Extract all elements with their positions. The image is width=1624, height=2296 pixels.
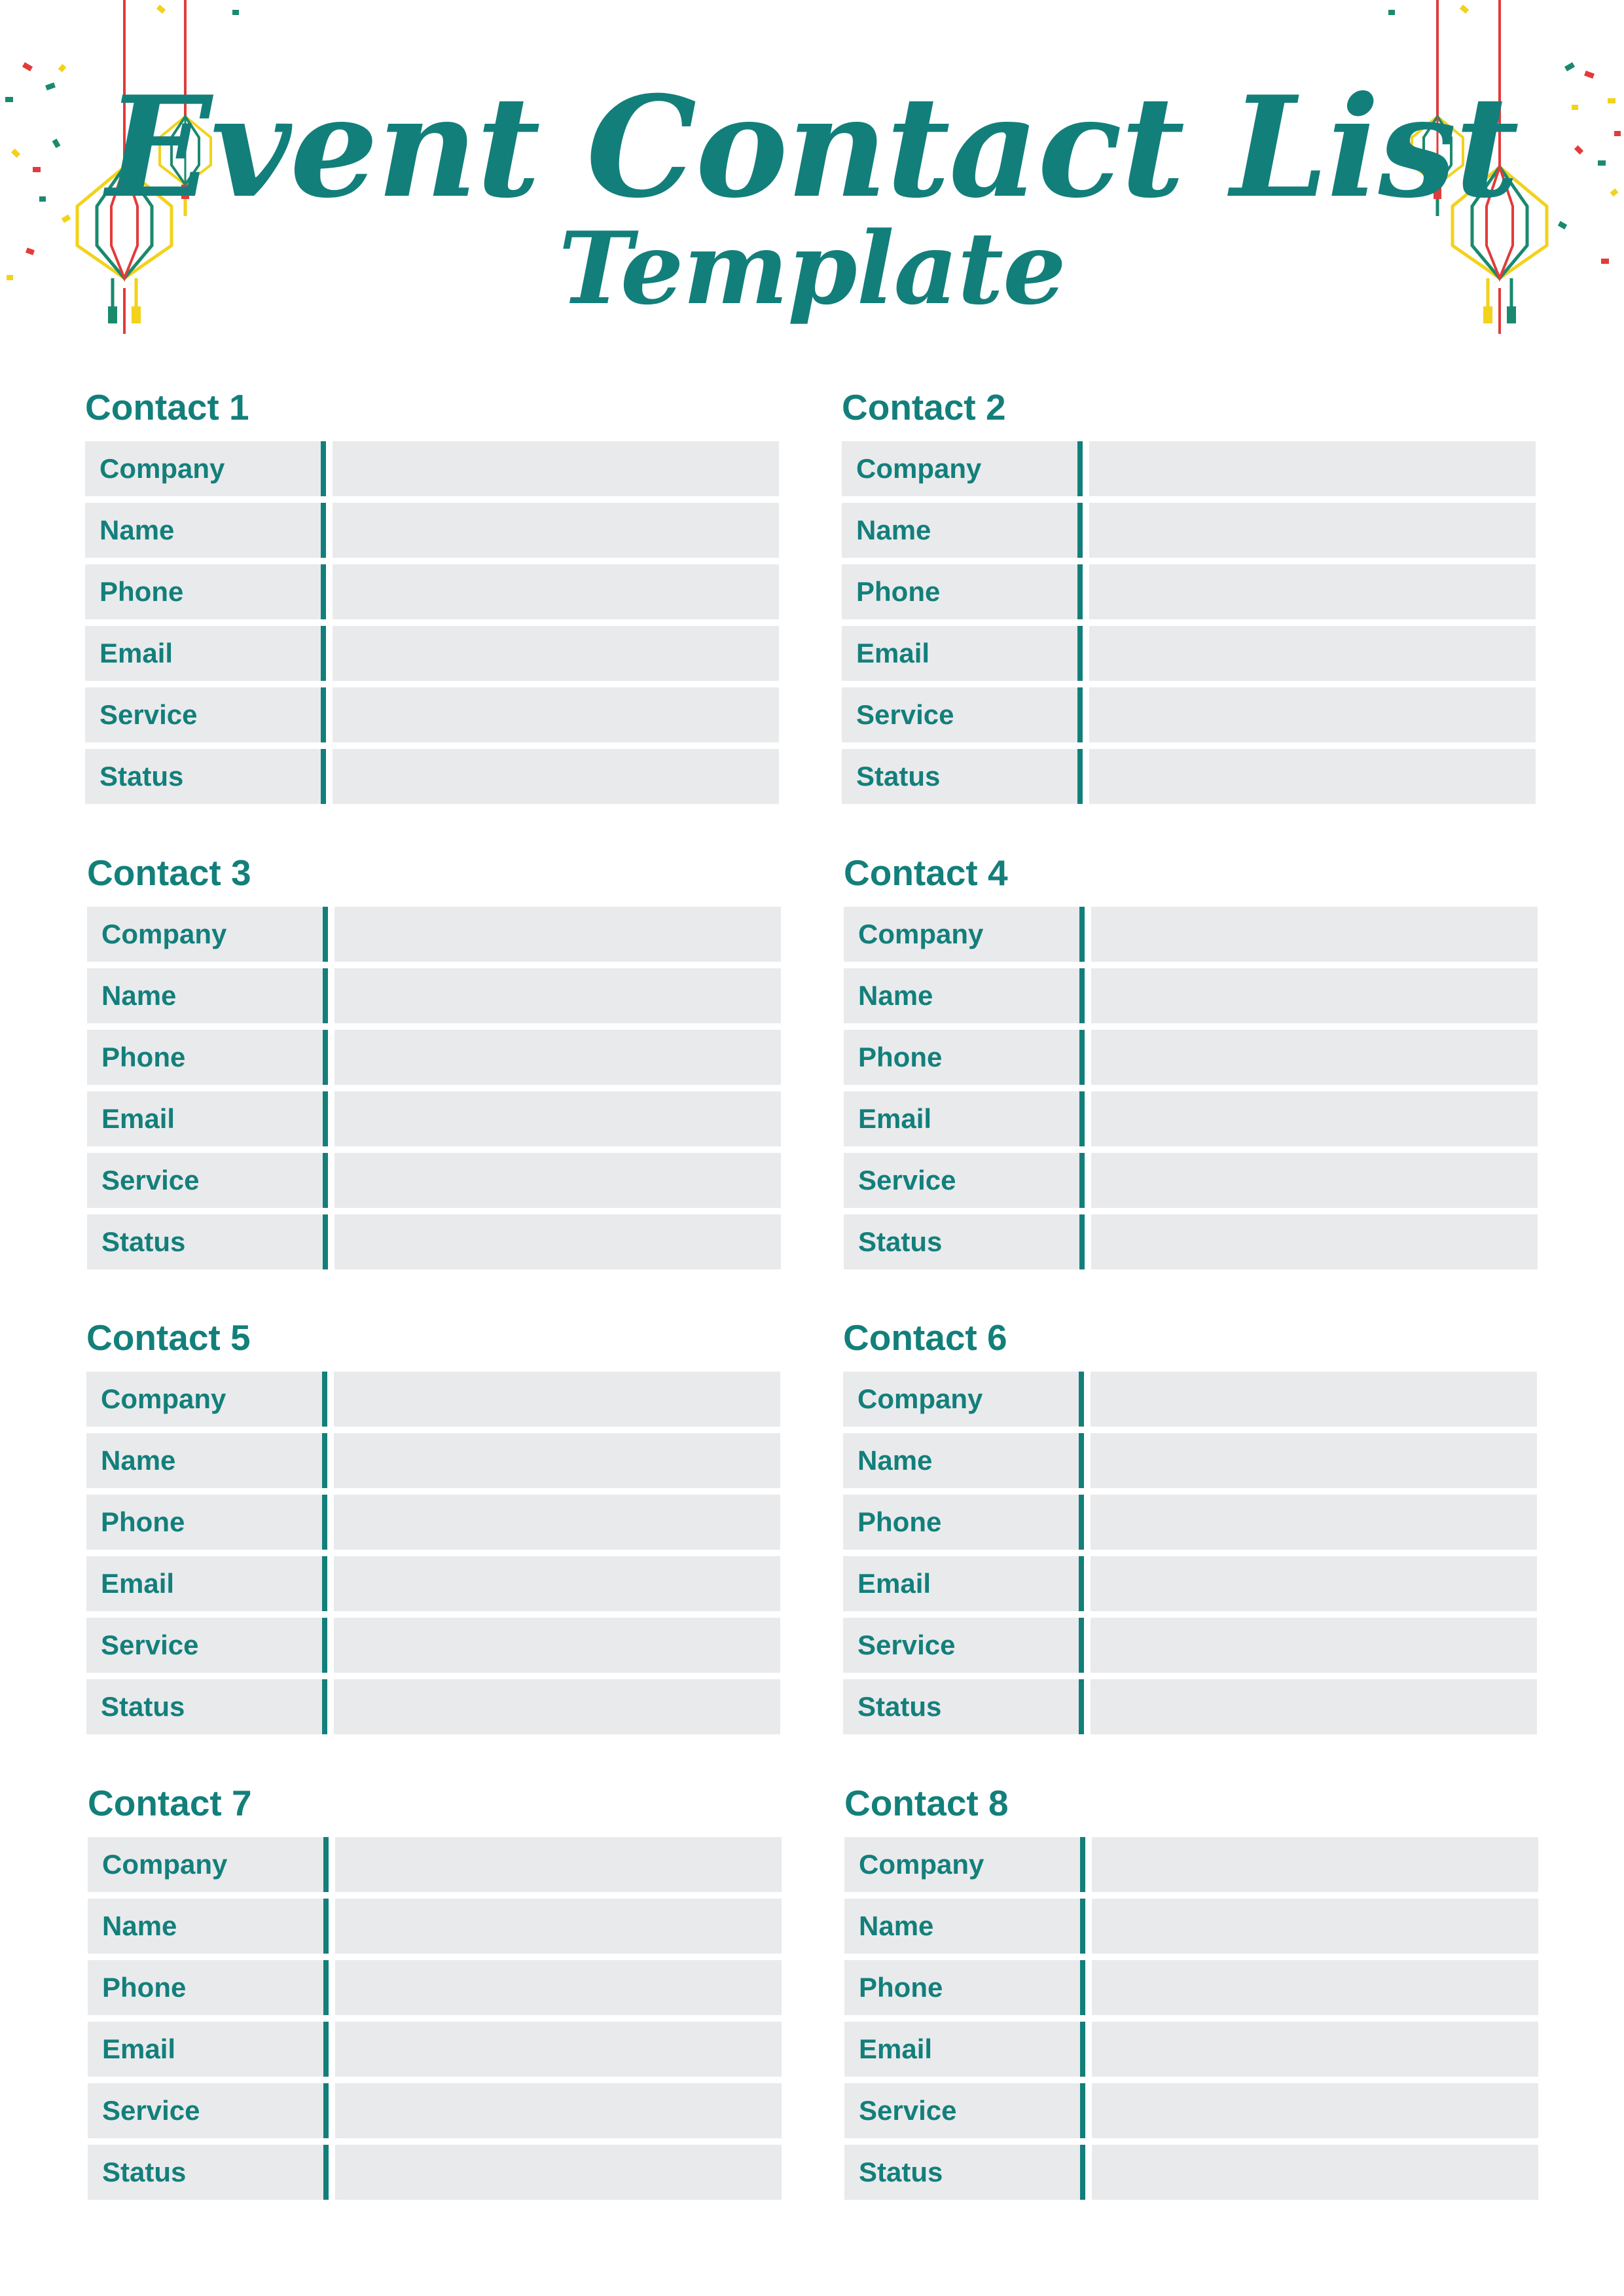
field-label-company: Company [858, 919, 984, 949]
field-divider [1079, 1618, 1084, 1673]
field-divider [1079, 1214, 1085, 1269]
field-row-name [85, 503, 779, 558]
field-row-email [86, 1556, 780, 1611]
field-label-service: Service [101, 1630, 199, 1660]
field-row-status [844, 2145, 1538, 2200]
field-row-phone [844, 1030, 1538, 1085]
field-gap [329, 2022, 335, 2077]
field-label-name: Name [858, 980, 933, 1011]
field-input-name[interactable] [1091, 968, 1538, 1023]
field-divider [1079, 1091, 1085, 1146]
contact-card-6 [843, 1318, 1537, 1741]
field-label-company: Company [101, 919, 227, 949]
field-label-phone: Phone [858, 1042, 943, 1072]
field-row-phone [88, 1960, 782, 2015]
field-row-service [844, 1153, 1538, 1208]
field-label-name: Name [101, 1445, 176, 1476]
contact-card-3 [87, 853, 781, 1276]
field-divider [1080, 1837, 1085, 1892]
field-divider [323, 968, 328, 1023]
field-row-phone [87, 1030, 781, 1085]
field-divider [1079, 1433, 1084, 1488]
field-gap [1085, 2022, 1092, 2077]
field-gap [327, 1556, 334, 1611]
field-row-phone [86, 1495, 780, 1550]
field-label-company: Company [859, 1849, 984, 1880]
field-row-service [88, 2083, 782, 2138]
field-gap [328, 1214, 334, 1269]
field-row-company [87, 907, 781, 962]
field-input-company[interactable] [1092, 1837, 1538, 1892]
field-label-email: Email [101, 1568, 175, 1599]
field-gap [326, 503, 333, 558]
field-input-service[interactable] [1092, 2083, 1538, 2138]
field-label-name: Name [101, 980, 177, 1011]
contact-card-1 [85, 388, 779, 811]
field-gap [1085, 1960, 1092, 2015]
field-divider [323, 1091, 328, 1146]
field-label-status: Status [858, 1226, 943, 1257]
field-input-status[interactable] [1092, 2145, 1538, 2200]
field-row-service [842, 687, 1536, 742]
field-gap [1085, 1153, 1091, 1208]
field-input-name[interactable] [1092, 1899, 1538, 1954]
field-gap [1085, 2145, 1092, 2200]
field-gap [1083, 564, 1089, 619]
field-gap [328, 1091, 334, 1146]
field-input-status[interactable] [333, 749, 779, 804]
field-label-name: Name [857, 1445, 933, 1476]
field-row-email [85, 626, 779, 681]
field-row-name [844, 968, 1538, 1023]
field-gap [1085, 1899, 1092, 1954]
field-gap [329, 1960, 335, 2015]
field-gap [326, 687, 333, 742]
field-input-status[interactable] [334, 1214, 781, 1269]
field-gap [329, 2145, 335, 2200]
contact-heading: Contact 6 [843, 1317, 1007, 1358]
field-gap [1085, 1837, 1092, 1892]
field-label-phone: Phone [99, 576, 184, 607]
field-divider [321, 441, 326, 496]
field-divider [323, 1030, 328, 1085]
field-row-email [842, 626, 1536, 681]
field-label-email: Email [859, 2033, 933, 2064]
field-input-company[interactable] [333, 441, 779, 496]
field-row-company [86, 1372, 780, 1427]
field-label-email: Email [99, 638, 173, 668]
field-input-service[interactable] [335, 2083, 782, 2138]
field-divider [321, 503, 326, 558]
field-divider [1077, 626, 1083, 681]
field-gap [1085, 1030, 1091, 1085]
field-input-name[interactable] [1091, 1433, 1537, 1488]
contact-card-7 [88, 1783, 782, 2206]
field-row-service [844, 2083, 1538, 2138]
contact-card-4 [844, 853, 1538, 1276]
field-label-company: Company [857, 1383, 983, 1414]
field-divider [323, 1960, 329, 2015]
field-gap [1085, 968, 1091, 1023]
field-gap [328, 1153, 334, 1208]
field-input-email[interactable] [1091, 1091, 1538, 1146]
field-input-company[interactable] [1089, 441, 1536, 496]
field-label-service: Service [99, 699, 198, 730]
field-input-phone[interactable] [334, 1030, 781, 1085]
field-divider [323, 1837, 329, 1892]
field-gap [326, 441, 333, 496]
field-input-status[interactable] [1089, 749, 1536, 804]
field-row-service [87, 1153, 781, 1208]
field-label-name: Name [856, 515, 931, 545]
contact-heading: Contact 4 [844, 852, 1008, 893]
field-label-status: Status [857, 1691, 942, 1722]
field-gap [328, 907, 334, 962]
field-input-email[interactable] [334, 1091, 781, 1146]
field-row-email [843, 1556, 1537, 1611]
field-label-service: Service [101, 1165, 200, 1195]
field-input-phone[interactable] [1091, 1495, 1537, 1550]
field-input-service[interactable] [1089, 687, 1536, 742]
field-gap [1084, 1556, 1091, 1611]
field-gap [1085, 1091, 1091, 1146]
contact-heading: Contact 8 [844, 1783, 1009, 1823]
field-row-name [86, 1433, 780, 1488]
field-input-email[interactable] [334, 1556, 780, 1611]
field-divider [1080, 2145, 1085, 2200]
field-row-email [88, 2022, 782, 2077]
field-gap [328, 1030, 334, 1085]
field-gap [327, 1618, 334, 1673]
field-divider [321, 749, 326, 804]
field-label-status: Status [101, 1691, 185, 1722]
field-row-company [85, 441, 779, 496]
field-row-name [87, 968, 781, 1023]
field-gap [1085, 2083, 1092, 2138]
field-input-status[interactable] [335, 2145, 782, 2200]
field-label-status: Status [102, 2157, 187, 2187]
field-divider [322, 1495, 327, 1550]
field-row-company [844, 1837, 1538, 1892]
field-divider [1077, 503, 1083, 558]
field-label-phone: Phone [859, 1972, 943, 2003]
field-divider [323, 1214, 328, 1269]
field-input-email[interactable] [1092, 2022, 1538, 2077]
field-label-service: Service [858, 1165, 956, 1195]
field-label-name: Name [102, 1910, 177, 1941]
field-row-company [843, 1372, 1537, 1427]
field-label-phone: Phone [857, 1506, 942, 1537]
field-input-company[interactable] [1091, 1372, 1537, 1427]
field-input-service[interactable] [1091, 1153, 1538, 1208]
field-row-status [86, 1679, 780, 1734]
field-label-company: Company [99, 453, 225, 484]
field-gap [327, 1679, 334, 1734]
field-row-company [844, 907, 1538, 962]
field-input-email[interactable] [1091, 1556, 1537, 1611]
field-label-service: Service [857, 1630, 956, 1660]
field-gap [327, 1372, 334, 1427]
field-input-email[interactable] [1089, 626, 1536, 681]
field-divider [322, 1372, 327, 1427]
field-label-status: Status [101, 1226, 186, 1257]
field-gap [329, 2083, 335, 2138]
field-divider [323, 1899, 329, 1954]
field-row-email [844, 1091, 1538, 1146]
field-divider [1079, 1153, 1085, 1208]
field-row-status [85, 749, 779, 804]
field-gap [327, 1495, 334, 1550]
page-title: Event Contact List [106, 65, 1518, 228]
field-input-phone[interactable] [335, 1960, 782, 2015]
field-label-phone: Phone [102, 1972, 187, 2003]
field-input-phone[interactable] [1092, 1960, 1538, 2015]
field-divider [1077, 441, 1083, 496]
field-divider [1080, 2083, 1085, 2138]
field-input-service[interactable] [334, 1618, 780, 1673]
field-label-email: Email [102, 2033, 176, 2064]
field-gap [1083, 626, 1089, 681]
field-gap [1083, 503, 1089, 558]
field-label-company: Company [101, 1383, 226, 1414]
field-divider [321, 564, 326, 619]
field-label-email: Email [856, 638, 930, 668]
field-label-status: Status [99, 761, 184, 792]
field-divider [1079, 1372, 1084, 1427]
field-input-name[interactable] [334, 968, 781, 1023]
field-row-phone [843, 1495, 1537, 1550]
field-gap [1083, 687, 1089, 742]
field-label-service: Service [102, 2095, 200, 2126]
field-input-name[interactable] [333, 503, 779, 558]
field-row-email [844, 2022, 1538, 2077]
field-input-name[interactable] [335, 1899, 782, 1954]
field-row-status [87, 1214, 781, 1269]
field-divider [323, 2145, 329, 2200]
field-row-phone [85, 564, 779, 619]
field-gap [329, 1837, 335, 1892]
field-divider [1079, 1556, 1084, 1611]
field-input-email[interactable] [335, 2022, 782, 2077]
field-row-name [842, 503, 1536, 558]
field-label-status: Status [856, 761, 941, 792]
field-row-name [843, 1433, 1537, 1488]
field-divider [322, 1618, 327, 1673]
field-label-name: Name [859, 1910, 934, 1941]
field-row-email [87, 1091, 781, 1146]
field-divider [1077, 749, 1083, 804]
field-input-name[interactable] [334, 1433, 780, 1488]
field-divider [1080, 2022, 1085, 2077]
field-row-service [86, 1618, 780, 1673]
field-gap [328, 968, 334, 1023]
field-input-email[interactable] [333, 626, 779, 681]
field-gap [329, 1899, 335, 1954]
field-row-company [842, 441, 1536, 496]
field-label-status: Status [859, 2157, 943, 2187]
field-divider [323, 2083, 329, 2138]
field-label-company: Company [856, 453, 982, 484]
field-input-company[interactable] [335, 1837, 782, 1892]
contact-heading: Contact 1 [85, 387, 249, 428]
field-label-email: Email [858, 1103, 932, 1134]
field-divider [1077, 687, 1083, 742]
field-divider [1079, 968, 1085, 1023]
field-divider [1077, 564, 1083, 619]
field-divider [1079, 1495, 1084, 1550]
field-divider [323, 2022, 329, 2077]
field-row-status [88, 2145, 782, 2200]
field-gap [1085, 907, 1091, 962]
field-input-company[interactable] [334, 907, 781, 962]
field-input-service[interactable] [334, 1153, 781, 1208]
field-row-phone [842, 564, 1536, 619]
field-input-phone[interactable] [1091, 1030, 1538, 1085]
field-divider [1080, 1960, 1085, 2015]
field-gap [1083, 749, 1089, 804]
field-divider [321, 626, 326, 681]
field-input-status[interactable] [334, 1679, 780, 1734]
field-row-status [844, 1214, 1538, 1269]
field-label-email: Email [857, 1568, 931, 1599]
field-input-name[interactable] [1089, 503, 1536, 558]
field-label-company: Company [102, 1849, 228, 1880]
field-divider [323, 907, 328, 962]
field-row-company [88, 1837, 782, 1892]
field-label-name: Name [99, 515, 175, 545]
field-input-status[interactable] [1091, 1679, 1537, 1734]
contact-heading: Contact 7 [88, 1783, 252, 1823]
field-label-service: Service [859, 2095, 957, 2126]
field-input-phone[interactable] [334, 1495, 780, 1550]
field-divider [322, 1556, 327, 1611]
field-divider [323, 1153, 328, 1208]
field-row-name [88, 1899, 782, 1954]
field-gap [326, 564, 333, 619]
field-input-status[interactable] [1091, 1214, 1538, 1269]
page-subtitle: Template [558, 210, 1066, 327]
field-input-service[interactable] [1091, 1618, 1537, 1673]
field-gap [1085, 1214, 1091, 1269]
contact-heading: Contact 2 [842, 387, 1006, 428]
field-label-phone: Phone [101, 1042, 186, 1072]
field-divider [1080, 1899, 1085, 1954]
contact-card-8 [844, 1783, 1538, 2206]
contact-heading: Contact 5 [86, 1317, 251, 1358]
field-gap [327, 1433, 334, 1488]
field-input-phone[interactable] [333, 564, 779, 619]
field-gap [1084, 1433, 1091, 1488]
field-row-name [844, 1899, 1538, 1954]
field-divider [1079, 1030, 1085, 1085]
field-gap [1084, 1618, 1091, 1673]
field-input-service[interactable] [333, 687, 779, 742]
field-label-phone: Phone [856, 576, 941, 607]
field-row-status [842, 749, 1536, 804]
contact-heading: Contact 3 [87, 852, 251, 893]
field-gap [1084, 1679, 1091, 1734]
field-input-company[interactable] [1091, 907, 1538, 962]
field-input-company[interactable] [334, 1372, 780, 1427]
field-divider [1079, 907, 1085, 962]
field-gap [1084, 1495, 1091, 1550]
field-divider [322, 1679, 327, 1734]
contact-card-2 [842, 388, 1536, 811]
field-gap [1083, 441, 1089, 496]
field-gap [326, 749, 333, 804]
field-row-service [843, 1618, 1537, 1673]
field-divider [1079, 1679, 1084, 1734]
field-label-email: Email [101, 1103, 175, 1134]
field-row-phone [844, 1960, 1538, 2015]
field-row-status [843, 1679, 1537, 1734]
field-gap [326, 626, 333, 681]
contact-card-5 [86, 1318, 780, 1741]
field-divider [321, 687, 326, 742]
field-divider [322, 1433, 327, 1488]
field-gap [1084, 1372, 1091, 1427]
field-label-service: Service [856, 699, 954, 730]
field-input-phone[interactable] [1089, 564, 1536, 619]
field-label-phone: Phone [101, 1506, 185, 1537]
field-row-service [85, 687, 779, 742]
